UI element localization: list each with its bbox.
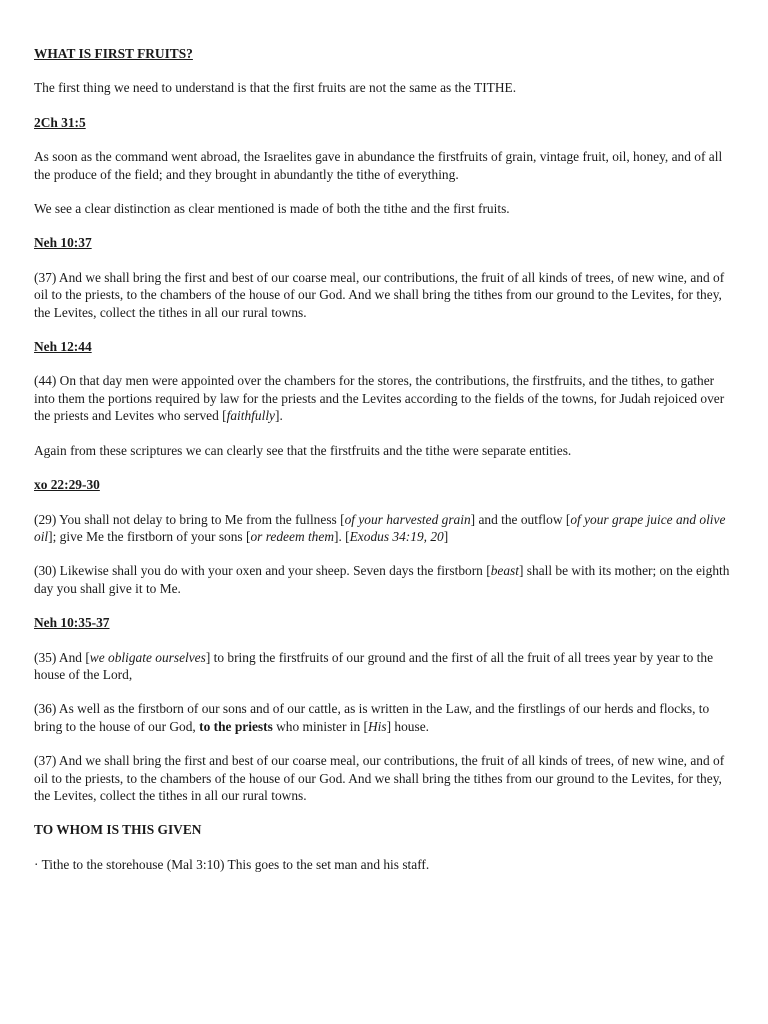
document-title: WHAT IS FIRST FRUITS? (34, 46, 193, 61)
intro-paragraph: The first thing we need to understand is that the first fruits are not the same as the TITHE. (34, 80, 517, 96)
bullet-item: · Tithe to the storehouse (Mal 3:10) This goes to the set man and his staff. (34, 856, 430, 872)
document-page (34, 45, 734, 890)
scripture-reference-neh-10-35-37: Neh 10:35-37 (34, 615, 110, 631)
scripture-reference-exodus-22-29-30: xo 22:29-30 (34, 477, 100, 493)
scripture-reference-neh-10-37: Neh 10:37 (34, 235, 92, 251)
section-subheading: TO WHOM IS THIS GIVEN (34, 822, 202, 838)
scripture-quote-2ch-31-5: As soon as the command went abroad, the Israelites gave in abundance the firstfruits of grain, vintage fruit, oil, honey, and of all the produce of the field; and they brought in abundantly the tithe of everything. (34, 149, 723, 182)
scripture-quote-neh-12-44: (44) On that day men were appointed over the chambers for the stores, the contributions, the firstfruits, and the tithes, to gather into them the portions required by law for the priests and the Levites according to the fields of the towns, for Judah rejoiced over the priests and Levites who served [faithfully]. (34, 373, 725, 424)
scripture-quote-verse-36: (36) As well as the firstborn of our sons and of our cattle, as is written in the Law, and the firstlings of our herds and flocks, to bring to the house of our God, to the priests who minister in [His] house. (34, 701, 710, 734)
scripture-quote-neh-10-37: (37) And we shall bring the first and best of our coarse meal, our contributions, the fruit of all kinds of trees, of new wine, and of oil to the priests, to the chambers of the house of our God. And we shall bring the tithes from our ground to the Levites, for they, the Levites, collect the tithes in all our rural towns. (34, 269, 725, 320)
scripture-quote-verse-35: (35) And [we obligate ourselves] to bring the firstfruits of our ground and the first of all the fruit of all trees year by year to the house of the Lord, (34, 649, 714, 682)
scripture-reference-2ch-31-5: 2Ch 31:5 (34, 114, 86, 130)
commentary-paragraph: We see a clear distinction as clear mentioned is made of both the tithe and the first fruits. (34, 201, 510, 217)
scripture-quote-verse-29: (29) You shall not delay to bring to Me from the fullness [of your harvested grain] and the outflow [of your grape juice and olive oil]; give Me the firstborn of your sons [or redeem them]. [Exodus 34:19, 20] (34, 511, 726, 544)
scripture-quote-verse-37: (37) And we shall bring the first and best of our coarse meal, our contributions, the fruit of all kinds of trees, of new wine, and of oil to the priests, to the chambers of the house of our God. And we shall bring the tithes from our ground to the Levites, for they, the Levites, collect the tithes in all our rural towns. (34, 753, 725, 803)
commentary-paragraph: Again from these scriptures we can clearly see that the firstfruits and the tithe were separate entities. (34, 442, 572, 458)
scripture-reference-neh-12-44: Neh 12:44 (34, 339, 92, 355)
scripture-quote-verse-30: (30) Likewise shall you do with your oxen and your sheep. Seven days the firstborn [beast] shall be with its mother; on the eighth day you shall give it to Me. (34, 563, 730, 596)
